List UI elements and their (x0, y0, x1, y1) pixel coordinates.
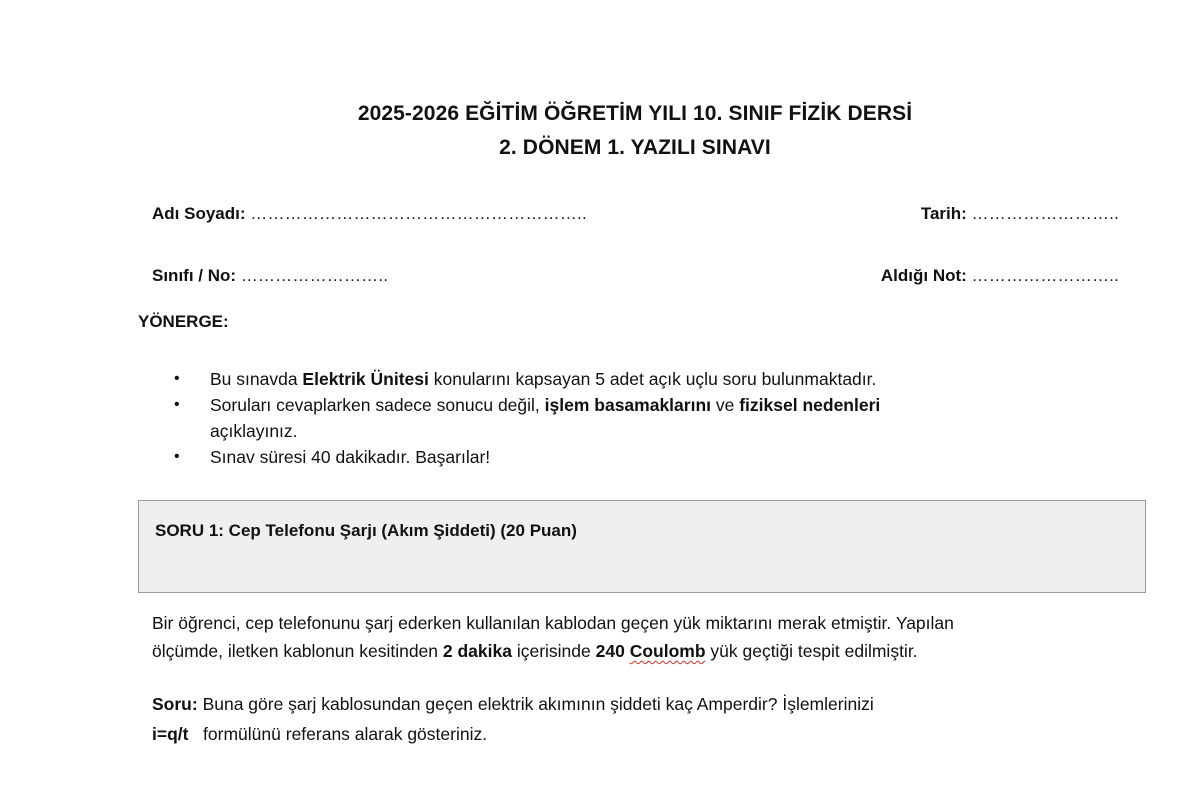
name-field[interactable] (152, 204, 587, 224)
question-body-line: Bir öğrenci, cep telefonunu şarj ederken kullanılan kablodan geçen yük miktarını merak etmiştir. Yapılan (152, 613, 954, 633)
date-field[interactable] (921, 204, 1119, 224)
question-prompt-line (152, 690, 874, 718)
bullet-icon: • (174, 396, 180, 413)
bullet-icon: • (174, 370, 180, 387)
question-body-line (152, 637, 918, 665)
time-value: 2 dakika (442, 641, 512, 661)
exam-title-line1: 2025-2026 EĞİTİM ÖĞRETİM YILI 10. SINIF FİZİK DERSİ (357, 102, 913, 125)
body-text: yük geçtiği tespit edilmiştir. (705, 641, 918, 661)
instruction-text: Soruları cevaplarken sadece sonucu değil, (210, 395, 545, 415)
instruction-item (172, 444, 932, 470)
class-number-blank[interactable]: …………………….. (240, 266, 389, 285)
date-blank[interactable]: …………………….. (971, 204, 1119, 223)
class-number-field[interactable] (152, 266, 388, 286)
bullet-icon: • (174, 448, 180, 465)
instruction-text: konularını kapsayan 5 adet açık uçlu soru bulunmaktadır. (428, 369, 877, 389)
charge-value: 240 (595, 641, 630, 661)
formula: i=q/t (152, 724, 189, 744)
instruction-item (172, 392, 932, 444)
exam-title-line2: 2. DÖNEM 1. YAZILI SINAVI (499, 136, 771, 159)
instructions-heading: YÖNERGE: (138, 312, 229, 331)
instruction-item (172, 366, 932, 392)
name-blank[interactable]: ………………………………………………….. (250, 204, 587, 223)
instruction-emphasis: Elektrik Ünitesi (302, 369, 429, 389)
question-header-box (138, 500, 1146, 593)
date-label: Tarih: (920, 204, 967, 223)
grade-blank[interactable]: …………………….. (971, 266, 1119, 285)
body-text: ölçümde, iletken kablonun kesitinden (152, 641, 443, 661)
grade-label: Aldığı Not: (880, 266, 967, 285)
instruction-emphasis: fiziksel nedenleri (739, 395, 881, 415)
prompt-label: Soru: (152, 694, 198, 714)
charge-unit: Coulomb (629, 641, 706, 661)
instruction-text: Sınav süresi 40 dakikadır. Başarılar! (210, 447, 491, 467)
instruction-text: ve (711, 395, 740, 415)
instruction-text: Bu sınavda (210, 369, 303, 389)
instructions-list (172, 366, 932, 470)
question-title: SORU 1: Cep Telefonu Şarjı (Akım Şiddeti) (20 Puan) (155, 521, 577, 540)
instruction-emphasis: işlem basamaklarını (544, 395, 712, 415)
body-text: içerisinde (511, 641, 596, 661)
class-number-label: Sınıfı / No: (152, 266, 237, 285)
prompt-text: formülünü referans alarak gösteriniz. (188, 724, 488, 744)
prompt-text: Buna göre şarj kablosundan geçen elektrik akımının şiddeti kaç Amperdir? İşlemlerinizi (197, 694, 874, 714)
name-label: Adı Soyadı: (152, 204, 246, 223)
instruction-text: açıklayınız. (210, 421, 298, 441)
grade-field[interactable] (881, 266, 1119, 286)
question-prompt-line (152, 720, 487, 748)
